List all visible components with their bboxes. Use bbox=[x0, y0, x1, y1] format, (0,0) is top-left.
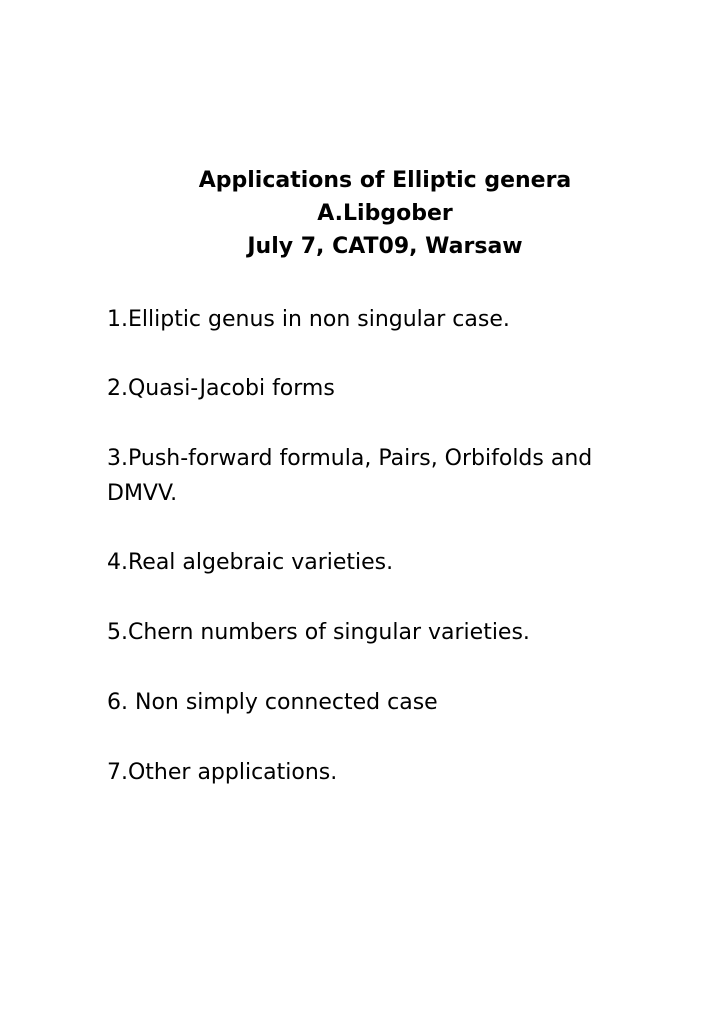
list-item-3-line1: 3.Push-forward formula, Pairs, Orbifolds and bbox=[107, 446, 593, 471]
list-item-4: 4.Real algebraic varieties. bbox=[107, 550, 394, 575]
author-name: A.Libgober bbox=[317, 201, 453, 226]
date-venue: July 7, CAT09, Warsaw bbox=[247, 234, 523, 259]
list-item-5: 5.Chern numbers of singular varieties. bbox=[107, 620, 530, 645]
title-heading: Applications of Elliptic genera bbox=[198, 168, 572, 193]
list-item-7: 7.Other applications. bbox=[107, 760, 338, 785]
list-item-1: 1.Elliptic genus in non singular case. bbox=[107, 307, 510, 332]
list-item-6: 6. Non simply connected case bbox=[107, 690, 438, 715]
title-block bbox=[0, 164, 720, 263]
list-item-2: 2.Quasi-Jacobi forms bbox=[107, 376, 335, 401]
list-item-3-line2: DMVV. bbox=[107, 481, 178, 506]
